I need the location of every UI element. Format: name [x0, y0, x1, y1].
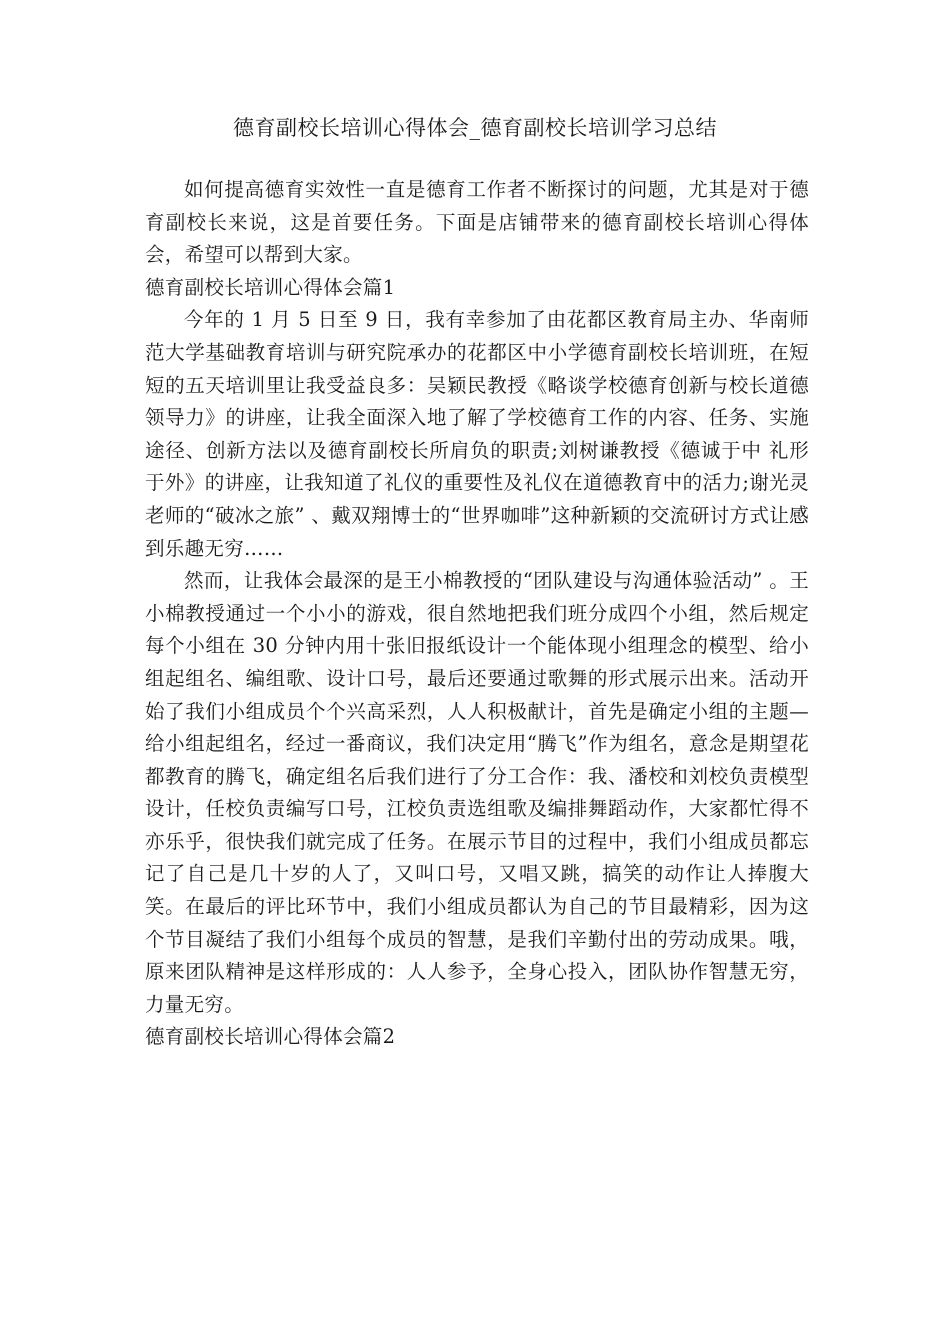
section1-paragraph-2: 然而，让我体会最深的是王小棉教授的“团队建设与沟通体验活动” 。王小棉教授通过一个小小的游戏，很自然地把我们班分成四个小组，然后规定每个小组在 30 分钟内用十张旧报纸设计一个能体现小组理念的模型、给小组起组名、编组歌、设计口号，最后还要通过歌舞的形式展示出来。活动开始了我们小组成员个个兴高采烈，人人积极献计，首先是确定小组的主题—给小组起组名，经过一番商议，我们决定用“腾飞”作为组名，意念是期望花都教育的腾飞，确定组名后我们进行了分工合作：我、潘校和刘校负责模型设计，任校负责编写口号，江校负责选组歌及编排舞蹈动作，大家都忙得不亦乐乎，很快我们就完成了任务。在展示节目的过程中，我们小组成员都忘记了自己是几十岁的人了，又叫口号，又唱又跳，搞笑的动作让人捧腹大笑。在最后的评比环节中，我们小组成员都认为自己的节目最精彩，因为这个节目凝结了我们小组每个成员的智慧，是我们辛勤付出的劳动成果。哦，原来团队精神是这样形成的：人人参予，全身心投入，团队协作智慧无穷，力量无穷。: [145, 569, 809, 1016]
intro-paragraph: 如何提高德育实效性一直是德育工作者不断探讨的问题，尤其是对于德育副校长来说，这是首要任务。下面是店铺带来的德育副校长培训心得体会，希望可以帮到大家。: [145, 178, 809, 267]
document-body: [145, 174, 809, 1054]
section1-paragraph-1: 今年的 1 月 5 日至 9 日，我有幸参加了由花都区教育局主办、华南师范大学基础教育培训与研究院承办的花都区中小学德育副校长培训班，在短短的五天培训里让我受益良多：吴颖民教授《略谈学校德育创新与校长道德领导力》的讲座，让我全面深入地了解了学校德育工作的内容、任务、实施途径、创新方法以及德育副校长所肩负的职责;刘树谦教授《德诚于中 礼形于外》的讲座，让我知道了礼仪的重要性及礼仪在道德教育中的活力;谢光灵老师的“破冰之旅” 、戴双翔博士的“世界咖啡”这种新颖的交流研讨方式让感到乐趣无穷……: [145, 308, 809, 560]
section-heading-1: 德育副校长培训心得体会篇1: [145, 275, 396, 299]
document-title: 德育副校长培训心得体会_德育副校长培训学习总结: [233, 116, 717, 140]
section-heading-2: 德育副校长培训心得体会篇2: [145, 1025, 396, 1049]
